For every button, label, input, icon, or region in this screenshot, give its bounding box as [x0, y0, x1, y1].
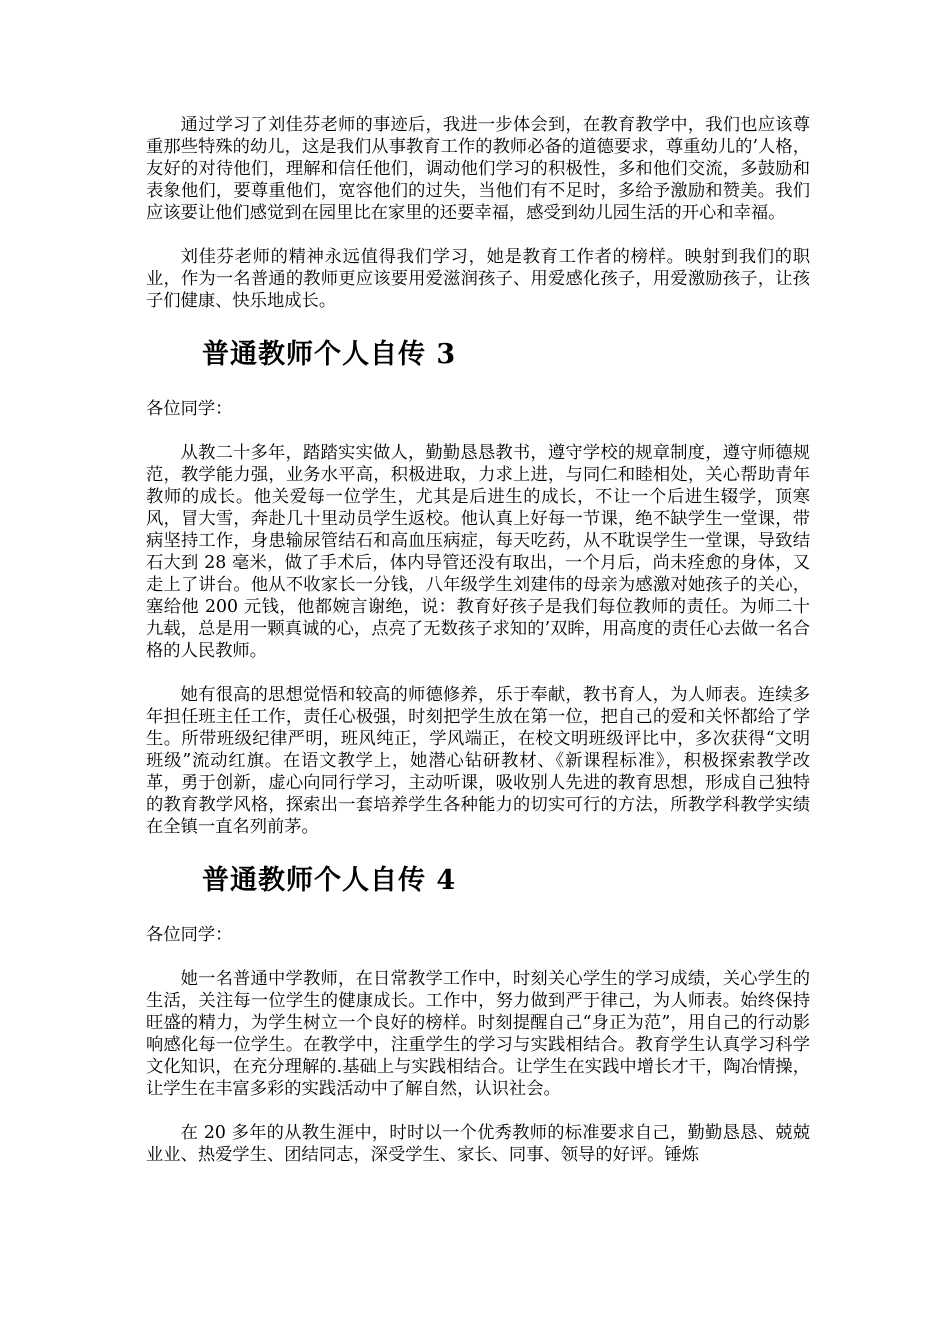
section-3-salutation: 各位同学： [146, 399, 233, 419]
document-page [146, 114, 810, 1188]
section-3-paragraph-2: 她有很高的思想觉悟和较高的师德修养，乐于奉献，教书育人，为人师表。连续多年担任班主任工作，责任心极强，时刻把学生放在第一位，把自己的爱和关怀都给了学生。所带班级纪律严明，班风纯正，学风端正，在校文明班级评比中，多次获得“文明班级”流动红旗。在语文教学上，她潜心钻研教材、《新课程标准》，积极探索教学改革，勇于创新，虚心向同行学习，主动听课，吸收别人先进的教育思想，形成自己独特的教育教学风格，探索出一套培养学生各种能力的切实可行的方法，所教学科教学实绩在全镇一直名列前茅。 [146, 685, 810, 837]
section-4-paragraph-2: 在 20 多年的从教生涯中，时时以一个优秀教师的标准要求自己，勤勤恳恳、兢兢业业、热爱学生、团结同志，深受学生、家长、同事、领导的好评。锤炼 [146, 1123, 810, 1165]
intro-paragraph-1: 通过学习了刘佳芬老师的事迹后，我进一步体会到，在教育教学中，我们也应该尊重那些特殊的幼儿，这是我们从事教育工作的教师必备的道德要求，尊重幼儿的’人格，友好的对待他们，理解和信任他们，调动他们学习的积极性，多和他们交流，多鼓励和表象他们，要尊重他们，宽容他们的过失，当他们有不足时，多给予激励和赞美。我们应该要让他们感觉到在园里比在家里的还要幸福，感受到幼儿园生活的开心和幸福。 [146, 115, 810, 223]
section-4-paragraph-1: 她一名普通中学教师，在日常教学工作中，时刻关心学生的学习成绩，关心学生的生活，关注每一位学生的健康成长。工作中，努力做到严于律己，为人师表。始终保持旺盛的精力，为学生树立一个良好的榜样。时刻提醒自己“身正为范”，用自己的行动影响感化每一位学生。在教学中，注重学生的学习与实践相结合。教育学生认真学习科学文化知识，在充分理解的.基础上与实践相结合。让学生在实践中增长才干，陶冶情操，让学生在丰富多彩的实践活动中了解自然，认识社会。 [146, 969, 810, 1099]
intro-paragraph-2: 刘佳芬老师的精神永远值得我们学习，她是教育工作者的榜样。映射到我们的职业，作为一名普通的教师更应该要用爱滋润孩子、用爱感化孩子，用爱激励孩子，让孩子们健康、快乐地成长。 [146, 247, 810, 311]
section-4-salutation: 各位同学： [146, 925, 233, 945]
section-3-paragraph-1: 从教二十多年，踏踏实实做人，勤勤恳恳教书，遵守学校的规章制度，遵守师德规范，教学能力强，业务水平高，积极进取，力求上进，与同仁和睦相处，关心帮助青年教师的成长。他关爱每一位学生，尤其是后进生的成长，不让一个后进生辍学，顶寒风，冒大雪，奔赴几十里动员学生返校。他认真上好每一节课，绝不缺学生一堂课，带病坚持工作，身患输尿管结石和高血压病症，每天吃药，从不耽误学生一堂课，导致结石大到 28 毫米，做了手术后，体内导管还没有取出，一个月后，尚未痊愈的身体，又走上了讲台。他从不收家长一分钱，八年级学生刘建伟的母亲为感激对她孩子的关心，塞给他 200 元钱，他都婉言谢绝，说：教育好孩子是我们每位教师的责任。为师二十九载，总是用一颗真诚的心，点亮了无数孩子求知的’双眸，用高度的责任心去做一名合格的人民教师。 [146, 443, 810, 661]
section-3-heading: 普通教师个人自传 3 [202, 339, 457, 370]
section-4-heading: 普通教师个人自传 4 [202, 865, 457, 896]
